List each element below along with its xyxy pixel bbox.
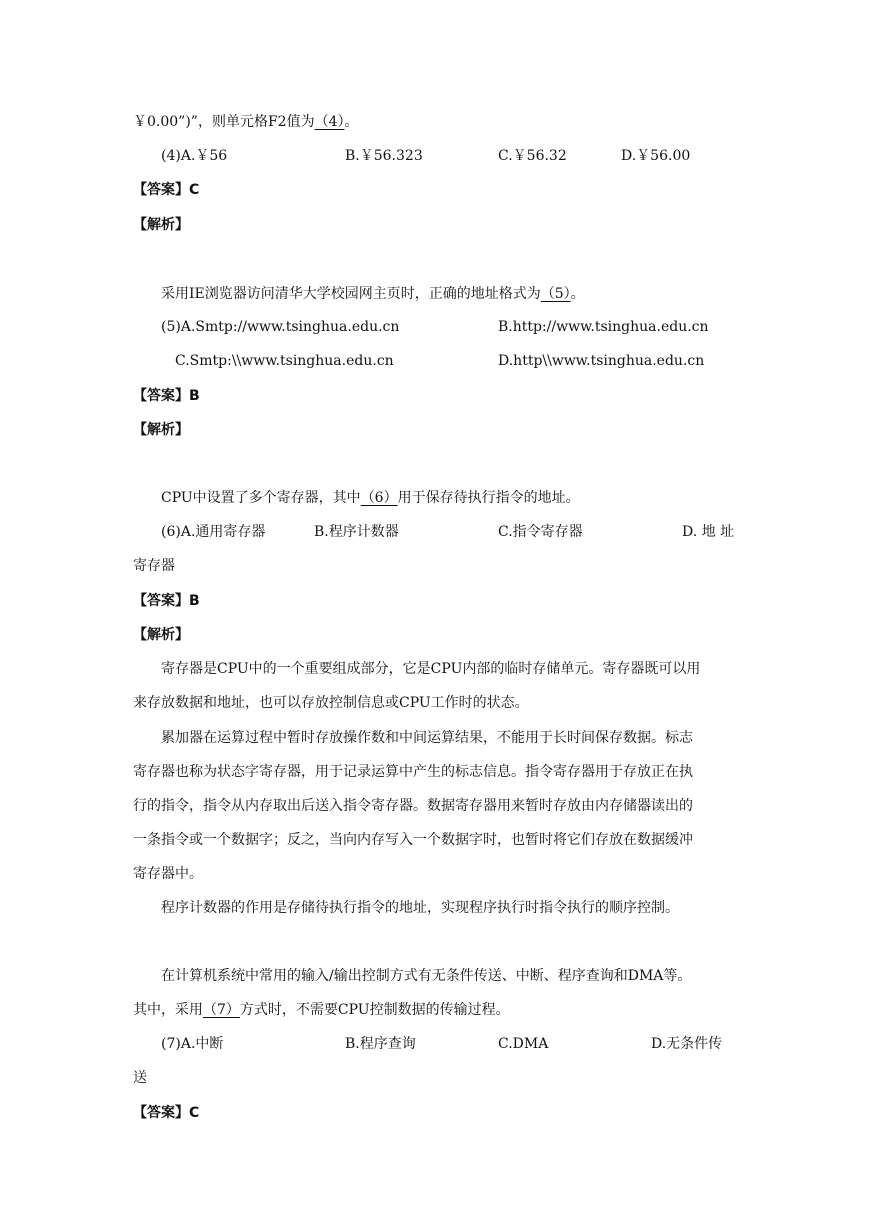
q7-option-c: C.DMA xyxy=(498,1036,549,1052)
q6-blank: （6） xyxy=(360,490,398,506)
q4-answer xyxy=(133,180,199,200)
q5-option-a: (5)A.Smtp://www.tsinghua.edu.cn xyxy=(161,319,400,335)
q4-answer-label: 【答案】 xyxy=(133,182,189,198)
q4-option-b: B.￥56.323 xyxy=(345,148,423,164)
q5-stem xyxy=(161,284,585,304)
q4-blank: （4） xyxy=(314,114,345,130)
q7-answer-label: 【答案】 xyxy=(133,1105,189,1121)
q6-option-d: D. 地 址 xyxy=(682,524,735,540)
q6-option-b: B.程序计数器 xyxy=(314,524,399,540)
q5-analysis-label: 【解析】 xyxy=(133,422,189,438)
q6-analysis-line: 一条指令或一个数据字；反之，当向内存写入一个数据字时，也暂时将它们存放在数据缓冲 xyxy=(133,832,693,848)
q7-answer-value: C xyxy=(189,1105,200,1121)
q6-analysis-line: 程序计数器的作用是存储待执行指令的地址，实现程序执行时指令执行的顺序控制。 xyxy=(161,900,679,916)
q5-option-b: B.http://www.tsinghua.edu.cn xyxy=(498,319,709,335)
q4-option-a: (4)A.￥56 xyxy=(161,148,228,164)
q4-option-d: D.￥56.00 xyxy=(621,148,691,164)
q7-answer xyxy=(133,1103,199,1123)
q6-answer-value: B xyxy=(189,593,200,609)
q4-analysis-label: 【解析】 xyxy=(133,217,189,233)
q5-option-c: C.Smtp:\\www.tsinghua.edu.cn xyxy=(175,353,394,369)
q7-option-d-continued: 送 xyxy=(133,1070,147,1086)
q7-option-d: D.无条件传 xyxy=(651,1036,723,1052)
q4-option-c: C.￥56.32 xyxy=(498,148,567,164)
q4-answer-value: C xyxy=(189,182,200,198)
q6-stem xyxy=(161,488,580,508)
q6-analysis-line: 来存放数据和地址，也可以存放控制信息或CPU工作时的状态。 xyxy=(133,695,529,711)
q7-stem-line-1: 在计算机系统中常用的输入/输出控制方式有无条件传送、中断、程序查询和DMA等。 xyxy=(161,968,692,984)
q6-stem-text: CPU中设置了多个寄存器，其中 xyxy=(161,490,361,506)
q6-option-c: C.指令寄存器 xyxy=(498,524,583,540)
q7-stem-line-2 xyxy=(133,1000,510,1020)
q6-analysis-line: 寄存器中。 xyxy=(133,866,203,882)
q4-stem-text: ￥0.00”)”，则单元格F2值为 xyxy=(133,114,315,130)
q6-option-a: (6)A.通用寄存器 xyxy=(161,524,266,540)
q5-stem-end: 。 xyxy=(570,286,585,302)
q4-stem-end: 。 xyxy=(344,114,359,130)
q5-blank: （5） xyxy=(540,286,571,302)
q5-answer-value: B xyxy=(189,388,200,404)
q5-stem-text: 采用IE浏览器访问清华大学校园网主页时，正确的地址格式为 xyxy=(161,286,541,302)
q6-stem-end: 用于保存待执行指令的地址。 xyxy=(397,490,580,506)
q4-stem xyxy=(133,112,359,132)
q7-stem-end: 方式时，不需要CPU控制数据的传输过程。 xyxy=(239,1002,510,1018)
q6-answer-label: 【答案】 xyxy=(133,593,189,609)
q5-answer xyxy=(133,386,200,406)
q5-answer-label: 【答案】 xyxy=(133,388,189,404)
q6-option-d-continued: 寄存器 xyxy=(133,558,175,574)
q7-option-b: B.程序查询 xyxy=(345,1036,416,1052)
q5-option-d: D.http\\www.tsinghua.edu.cn xyxy=(498,353,705,369)
q6-analysis-line: 累加器在运算过程中暂时存放操作数和中间运算结果，不能用于长时间保存数据。标志 xyxy=(161,730,693,746)
q7-blank: （7） xyxy=(203,1002,240,1018)
q6-answer xyxy=(133,591,200,611)
q7-stem-text: 其中，采用 xyxy=(133,1002,203,1018)
q6-analysis-line: 寄存器也称为状态字寄存器，用于记录运算中产生的标志信息。指令寄存器用于存放正在执 xyxy=(133,764,693,780)
q6-analysis-line: 寄存器是CPU中的一个重要组成部分，它是CPU内部的临时存储单元。寄存器既可以用 xyxy=(161,661,701,677)
q7-option-a: (7)A.中断 xyxy=(161,1036,224,1052)
q6-analysis-label: 【解析】 xyxy=(133,627,189,643)
q6-analysis-line: 行的指令，指令从内存取出后送入指令寄存器。数据寄存器用来暂时存放由内存储器读出的 xyxy=(133,798,693,814)
